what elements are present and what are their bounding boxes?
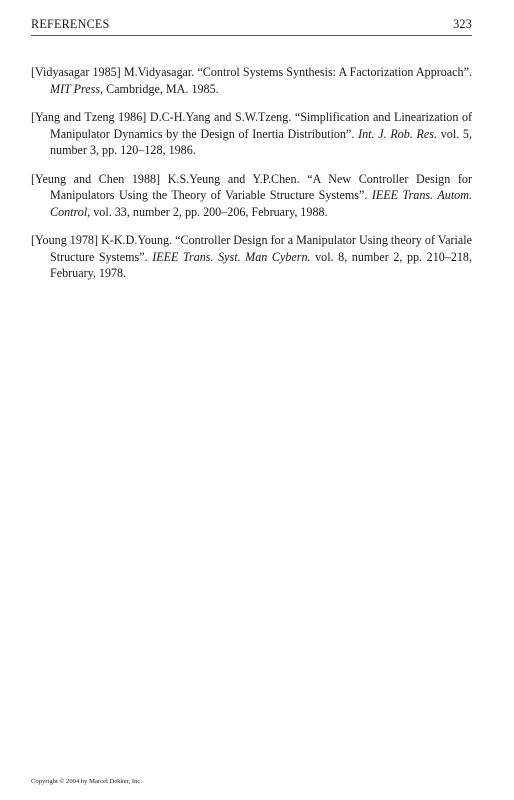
reference-journal: IEEE Trans. Autom. Control, — [50, 188, 472, 219]
reference-journal: MIT Press, — [50, 81, 104, 96]
reference-title: “Controller Design for a Manipulator Using theory of Variale Structure Systems”. — [50, 233, 473, 264]
reference-details: Cambridge, MA. 1985. — [106, 81, 219, 96]
reference-title: “Control Systems Synthesis: A Factorization Approach”. — [197, 65, 472, 80]
reference-authors: D.C-H.Yang and S.W.Tzeng. — [149, 110, 292, 125]
copyright-footer: Copyright © 2004 by Marcel Dekker, Inc. — [31, 778, 142, 785]
header-rule — [31, 35, 472, 36]
reference-list — [31, 52, 472, 292]
reference-authors: M.Vidyasagar. — [123, 65, 195, 80]
reference-key: [Young 1978] — [31, 233, 98, 248]
reference-journal: Int. J. Rob. Res. — [358, 126, 438, 141]
reference-entry — [31, 109, 472, 159]
reference-details: vol. 5, number 3, pp. 120–128, 1986. — [50, 126, 473, 158]
reference-entry — [31, 232, 472, 282]
reference-entry — [31, 64, 472, 97]
reference-key: [Vidyasagar 1985] — [31, 65, 121, 80]
reference-key: [Yang and Tzeng 1986] — [31, 110, 147, 125]
reference-title: “Simplification and Linearization of Manipulator Dynamics by the Design of Inertia Distribution”. — [50, 110, 473, 141]
reference-authors: K.S.Yeung and Y.P.Chen. — [167, 171, 300, 186]
reference-journal: IEEE Trans. Syst. Man Cybern. — [152, 249, 311, 264]
reference-details: vol. 8, number 2, pp. 210–218, February, 1978. — [50, 249, 472, 281]
page-number: 323 — [453, 17, 472, 31]
reference-authors: K-K.D.Young. — [101, 233, 173, 248]
reference-entry — [31, 171, 472, 221]
reference-details: vol. 33, number 2, pp. 200–206, February, 1988. — [93, 204, 328, 219]
running-head — [31, 17, 472, 33]
reference-title: “A New Controller Design for Manipulators Using the Theory of Variable Structure Systems”. — [50, 171, 472, 203]
page-header-title: REFERENCES — [31, 17, 110, 31]
reference-key: [Yeung and Chen 1988] — [31, 171, 161, 186]
